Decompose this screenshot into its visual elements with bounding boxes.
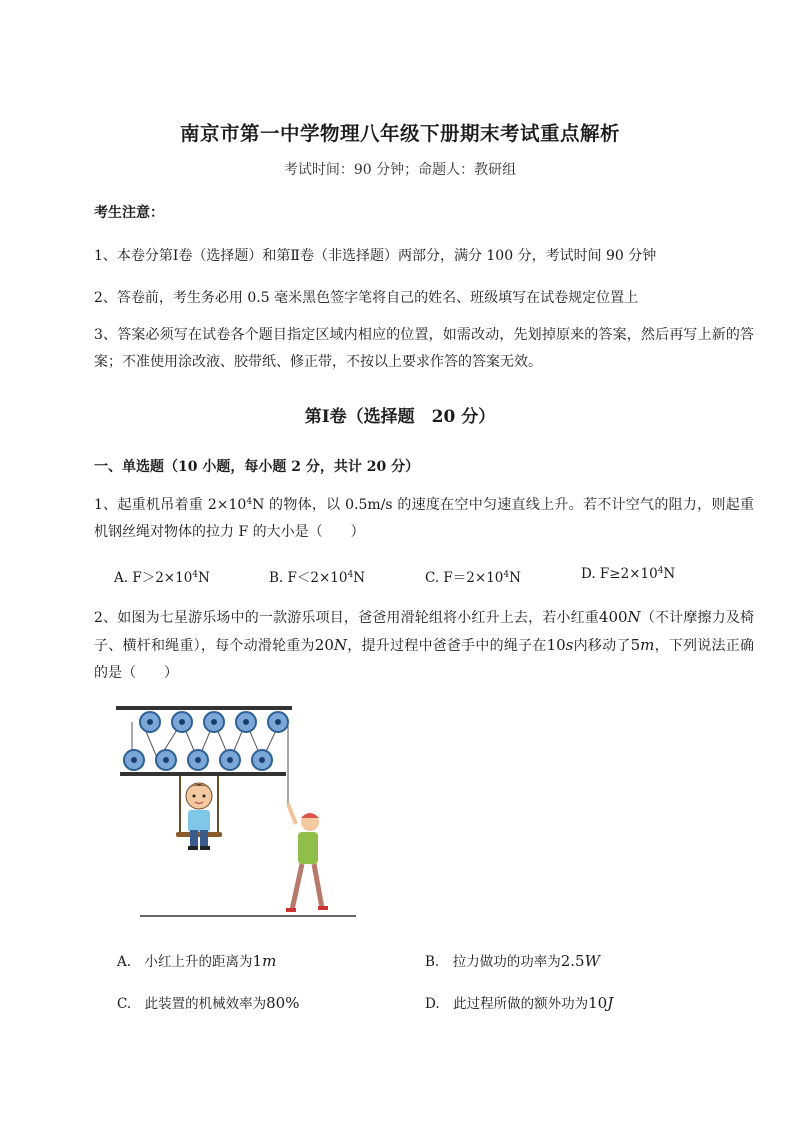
pulley-figure bbox=[110, 700, 370, 925]
part-heading: 一、单选题（10 小题，每小题 2 分，共计 20 分） bbox=[94, 459, 420, 475]
exam-info: 考试时间：90 分钟；命题人：教研组 bbox=[283, 162, 517, 178]
fixed-pulleys bbox=[140, 712, 288, 732]
lower-beam bbox=[120, 772, 286, 776]
question-2-stem: 2、如图为七星游乐场中的一款游乐项目，爸爸用滑轮组将小红升上去，若小红重400N（不计摩擦力及椅子、横杆和绳重），每个动滑轮重为20N，提升过程中爸爸手中的绳子在10s内移动了5m，下列说法正确的是（ ） bbox=[94, 608, 755, 681]
page-title: 南京市第一中学物理八年级下册期末考试重点解析 bbox=[179, 122, 620, 145]
q2-option-a[interactable]: A. 小红上升的距离为1m bbox=[117, 952, 277, 970]
q1-option-b[interactable]: B. $F<2\times 10^4N$ bbox=[269, 570, 365, 586]
notice-item-1: 1、本卷分第Ⅰ卷（选择题）和第Ⅱ卷（非选择题）两部分，满分 100 分，考试时间 90 分钟 bbox=[94, 248, 657, 264]
notice-item-3: 3、答案必须写在试卷各个题目指定区域内相应的位置，如需改动，先划掉原来的答案，然后再写上新的答案；不准使用涂改液、胶带纸、修正带，不按以上要求作答的答案无效。 bbox=[94, 327, 754, 370]
q1-option-d[interactable]: D. $F\ge 2\times 10^4N$ bbox=[581, 566, 676, 582]
section-title: 第Ⅰ卷（选择题 20 分） bbox=[304, 407, 496, 427]
notice-item-2: 2、答卷前，考生务必用 0.5 毫米黑色签字笔将自己的姓名、班级填写在试卷规定位置上 bbox=[94, 290, 639, 306]
father-figure bbox=[286, 804, 328, 912]
movable-pulleys bbox=[124, 750, 272, 770]
question-1-stem: 1、起重机吊着重 $2\times 10^4N$ 的物体，以 0.5m/s 的速度在空中匀速直线上升。若不计空气的阻力，则起重机钢丝绳对物体的拉力 F 的大小是（ ） bbox=[94, 497, 755, 540]
swing-with-girl bbox=[176, 776, 222, 850]
q2-option-d[interactable]: D. 此过程所做的额外功为10J bbox=[425, 994, 614, 1012]
top-beam bbox=[116, 706, 292, 710]
q2-option-c[interactable]: C. 此装置的机械效率为80% bbox=[117, 994, 300, 1012]
q1-option-c[interactable]: C. $F=2\times 10^4N$ bbox=[425, 570, 521, 586]
q2-option-b[interactable]: B. 拉力做功的功率为2.5W bbox=[425, 952, 600, 970]
notice-heading: 考生注意： bbox=[94, 205, 164, 221]
q1-option-a[interactable]: A. $F>2\times 10^4N$ bbox=[114, 570, 210, 586]
